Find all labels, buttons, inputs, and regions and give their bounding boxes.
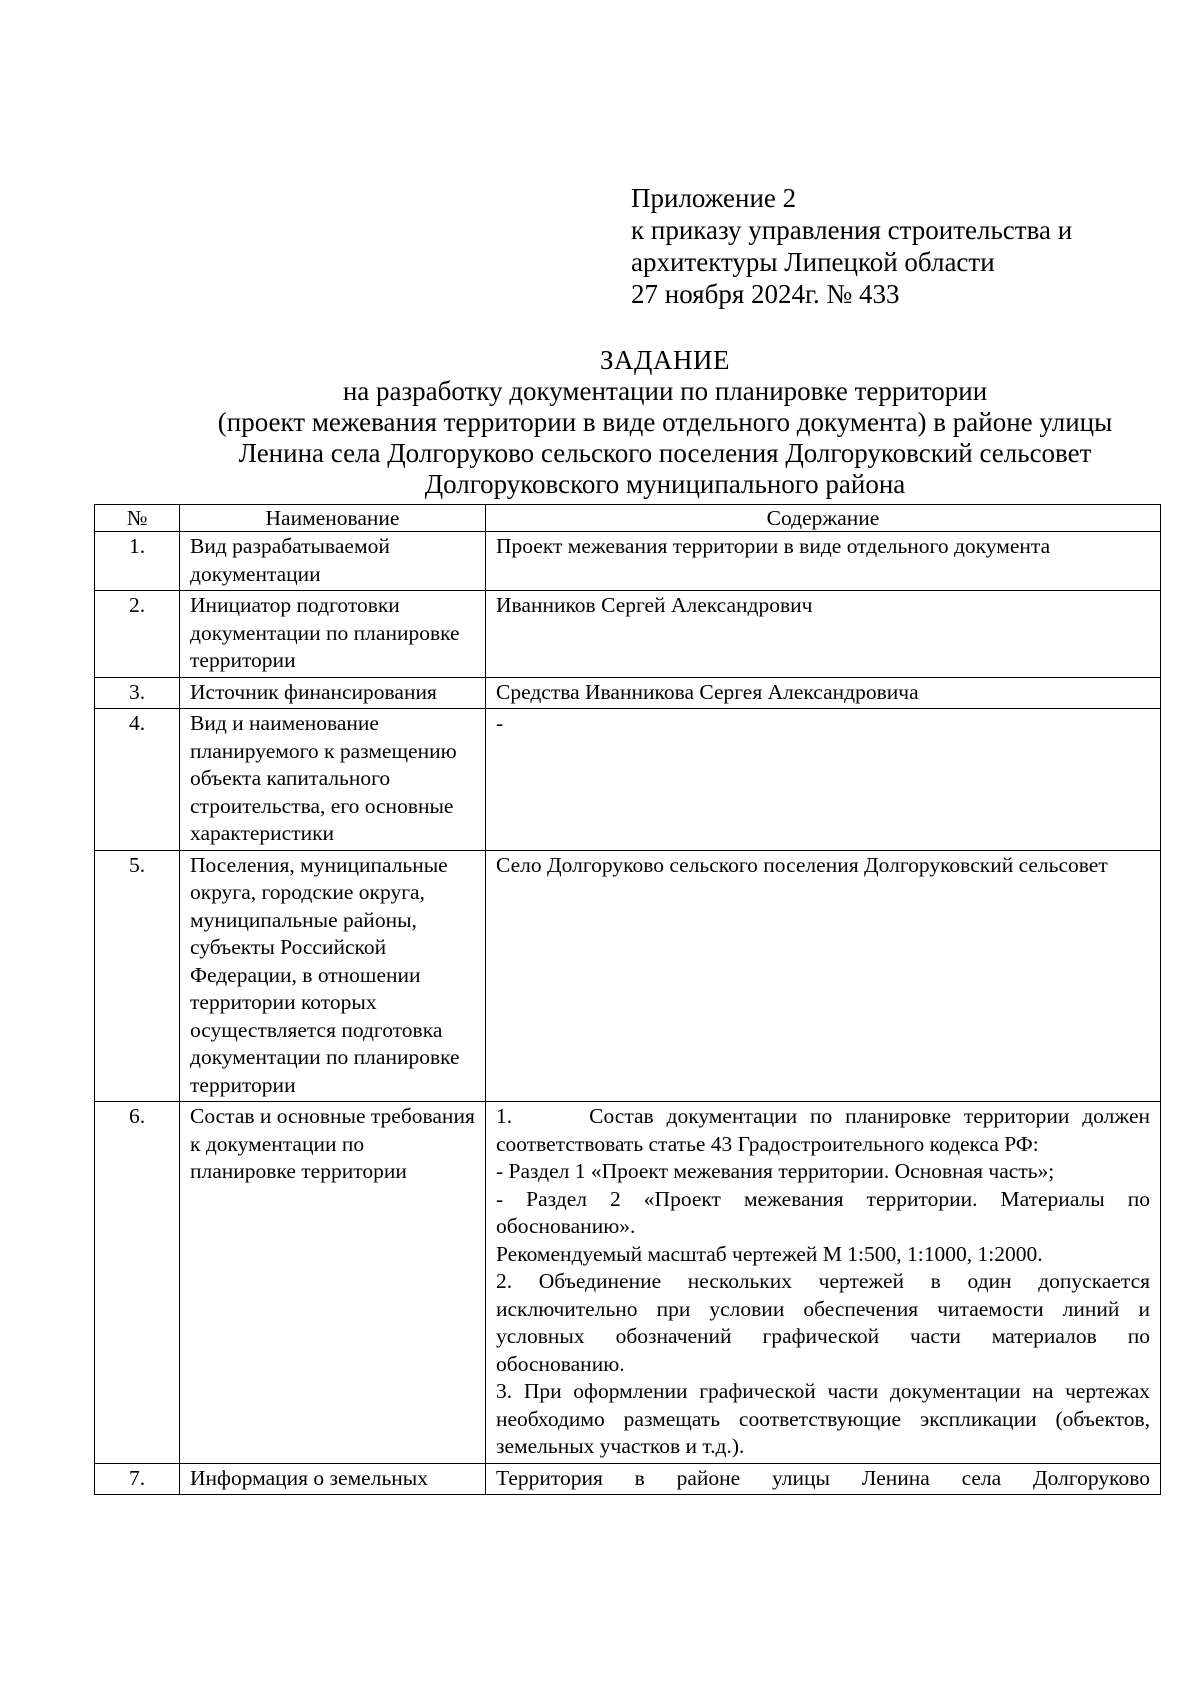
row-content: Средства Иванникова Сергея Александровича	[486, 677, 1161, 709]
row-name: Инициатор подготовки документации по планировке территории	[180, 591, 486, 678]
row-number: 3.	[95, 677, 180, 709]
row-number: 5.	[95, 850, 180, 1102]
content-paragraph: Территория в районе улицы Ленина села Долгоруково	[496, 1465, 1150, 1490]
content-paragraph: 3. При оформлении графической части документации на чертежах необходимо размещать соответствующие экспликации (объектов, земельных участков и т.д.).	[496, 1379, 1150, 1458]
document-title	[120, 345, 1200, 500]
row-number: 4.	[95, 709, 180, 851]
table-row	[95, 591, 1161, 678]
row-content	[486, 1463, 1161, 1495]
header-number: №	[95, 505, 180, 532]
row-content: Проект межевания территории в виде отдельного документа	[486, 532, 1161, 591]
title-line-3: Ленина села Долгоруково сельского поселения Долгоруковский сельсовет	[238, 438, 1092, 468]
task-table	[94, 504, 1161, 1495]
title-heading: ЗАДАНИЕ	[600, 345, 730, 375]
table-row	[95, 677, 1161, 709]
content-paragraph: Рекомендуемый масштаб чертежей М 1:500, 1:1000, 1:2000.	[496, 1241, 1043, 1266]
row-name: Вид и наименование планируемого к размещению объекта капитального строительства, его основные характеристики	[180, 709, 486, 851]
content-paragraph: 2. Объединение нескольких чертежей в один допускается исключительно при условии обеспечения читаемости линий и условных обозначений графической части материалов по обоснованию.	[496, 1269, 1150, 1376]
row-content: Иванников Сергей Александрович	[486, 591, 1161, 678]
header-name: Наименование	[180, 505, 486, 532]
appendix-line-2: к приказу управления строительства и	[631, 215, 1073, 245]
content-paragraph: 1. Состав документации по планировке территории должен соответствовать статье 43 Градостроительного кодекса РФ:	[496, 1104, 1150, 1156]
row-number: 6.	[95, 1102, 180, 1464]
table-row	[95, 709, 1161, 851]
row-content: Село Долгоруково сельского поселения Долгоруковский сельсовет	[486, 850, 1161, 1102]
row-content: -	[486, 709, 1161, 851]
appendix-line-3: архитектуры Липецкой области	[631, 247, 995, 277]
row-name: Состав и основные требования к документации по планировке территории	[180, 1102, 486, 1464]
appendix-note	[631, 182, 1072, 310]
content-paragraph: - Раздел 1 «Проект межевания территории. Основная часть»;	[496, 1159, 1055, 1183]
row-number: 2.	[95, 591, 180, 678]
table-row	[95, 1102, 1161, 1464]
row-name: Источник финансирования	[180, 677, 486, 709]
title-line-2: (проект межевания территории в виде отдельного документа) в районе улицы	[217, 407, 1113, 437]
content-paragraph: - Раздел 2 «Проект межевания территории. Материалы по обоснованию».	[496, 1186, 1150, 1238]
title-line-1: на разработку документации по планировке территории	[342, 376, 988, 406]
table-row	[95, 850, 1161, 1102]
row-name: Поселения, муниципальные округа, городские округа, муниципальные районы, субъекты Российской Федерации, в отношении территории которых осуществляется подготовка документации по планировке территории	[180, 850, 486, 1102]
row-number: 7.	[95, 1463, 180, 1495]
appendix-line-1: Приложение 2	[631, 183, 797, 213]
title-line-4: Долгоруковского муниципального района	[424, 469, 906, 499]
header-content: Содержание	[486, 505, 1161, 532]
row-content	[486, 1102, 1161, 1464]
row-name: Вид разрабатываемой документации	[180, 532, 486, 591]
row-name: Информация о земельных	[180, 1463, 486, 1495]
appendix-line-4: 27 ноября 2024г. № 433	[631, 279, 900, 309]
table-row	[95, 532, 1161, 591]
table-row	[95, 1463, 1161, 1495]
row-number: 1.	[95, 532, 180, 591]
table-header-row	[95, 505, 1161, 532]
